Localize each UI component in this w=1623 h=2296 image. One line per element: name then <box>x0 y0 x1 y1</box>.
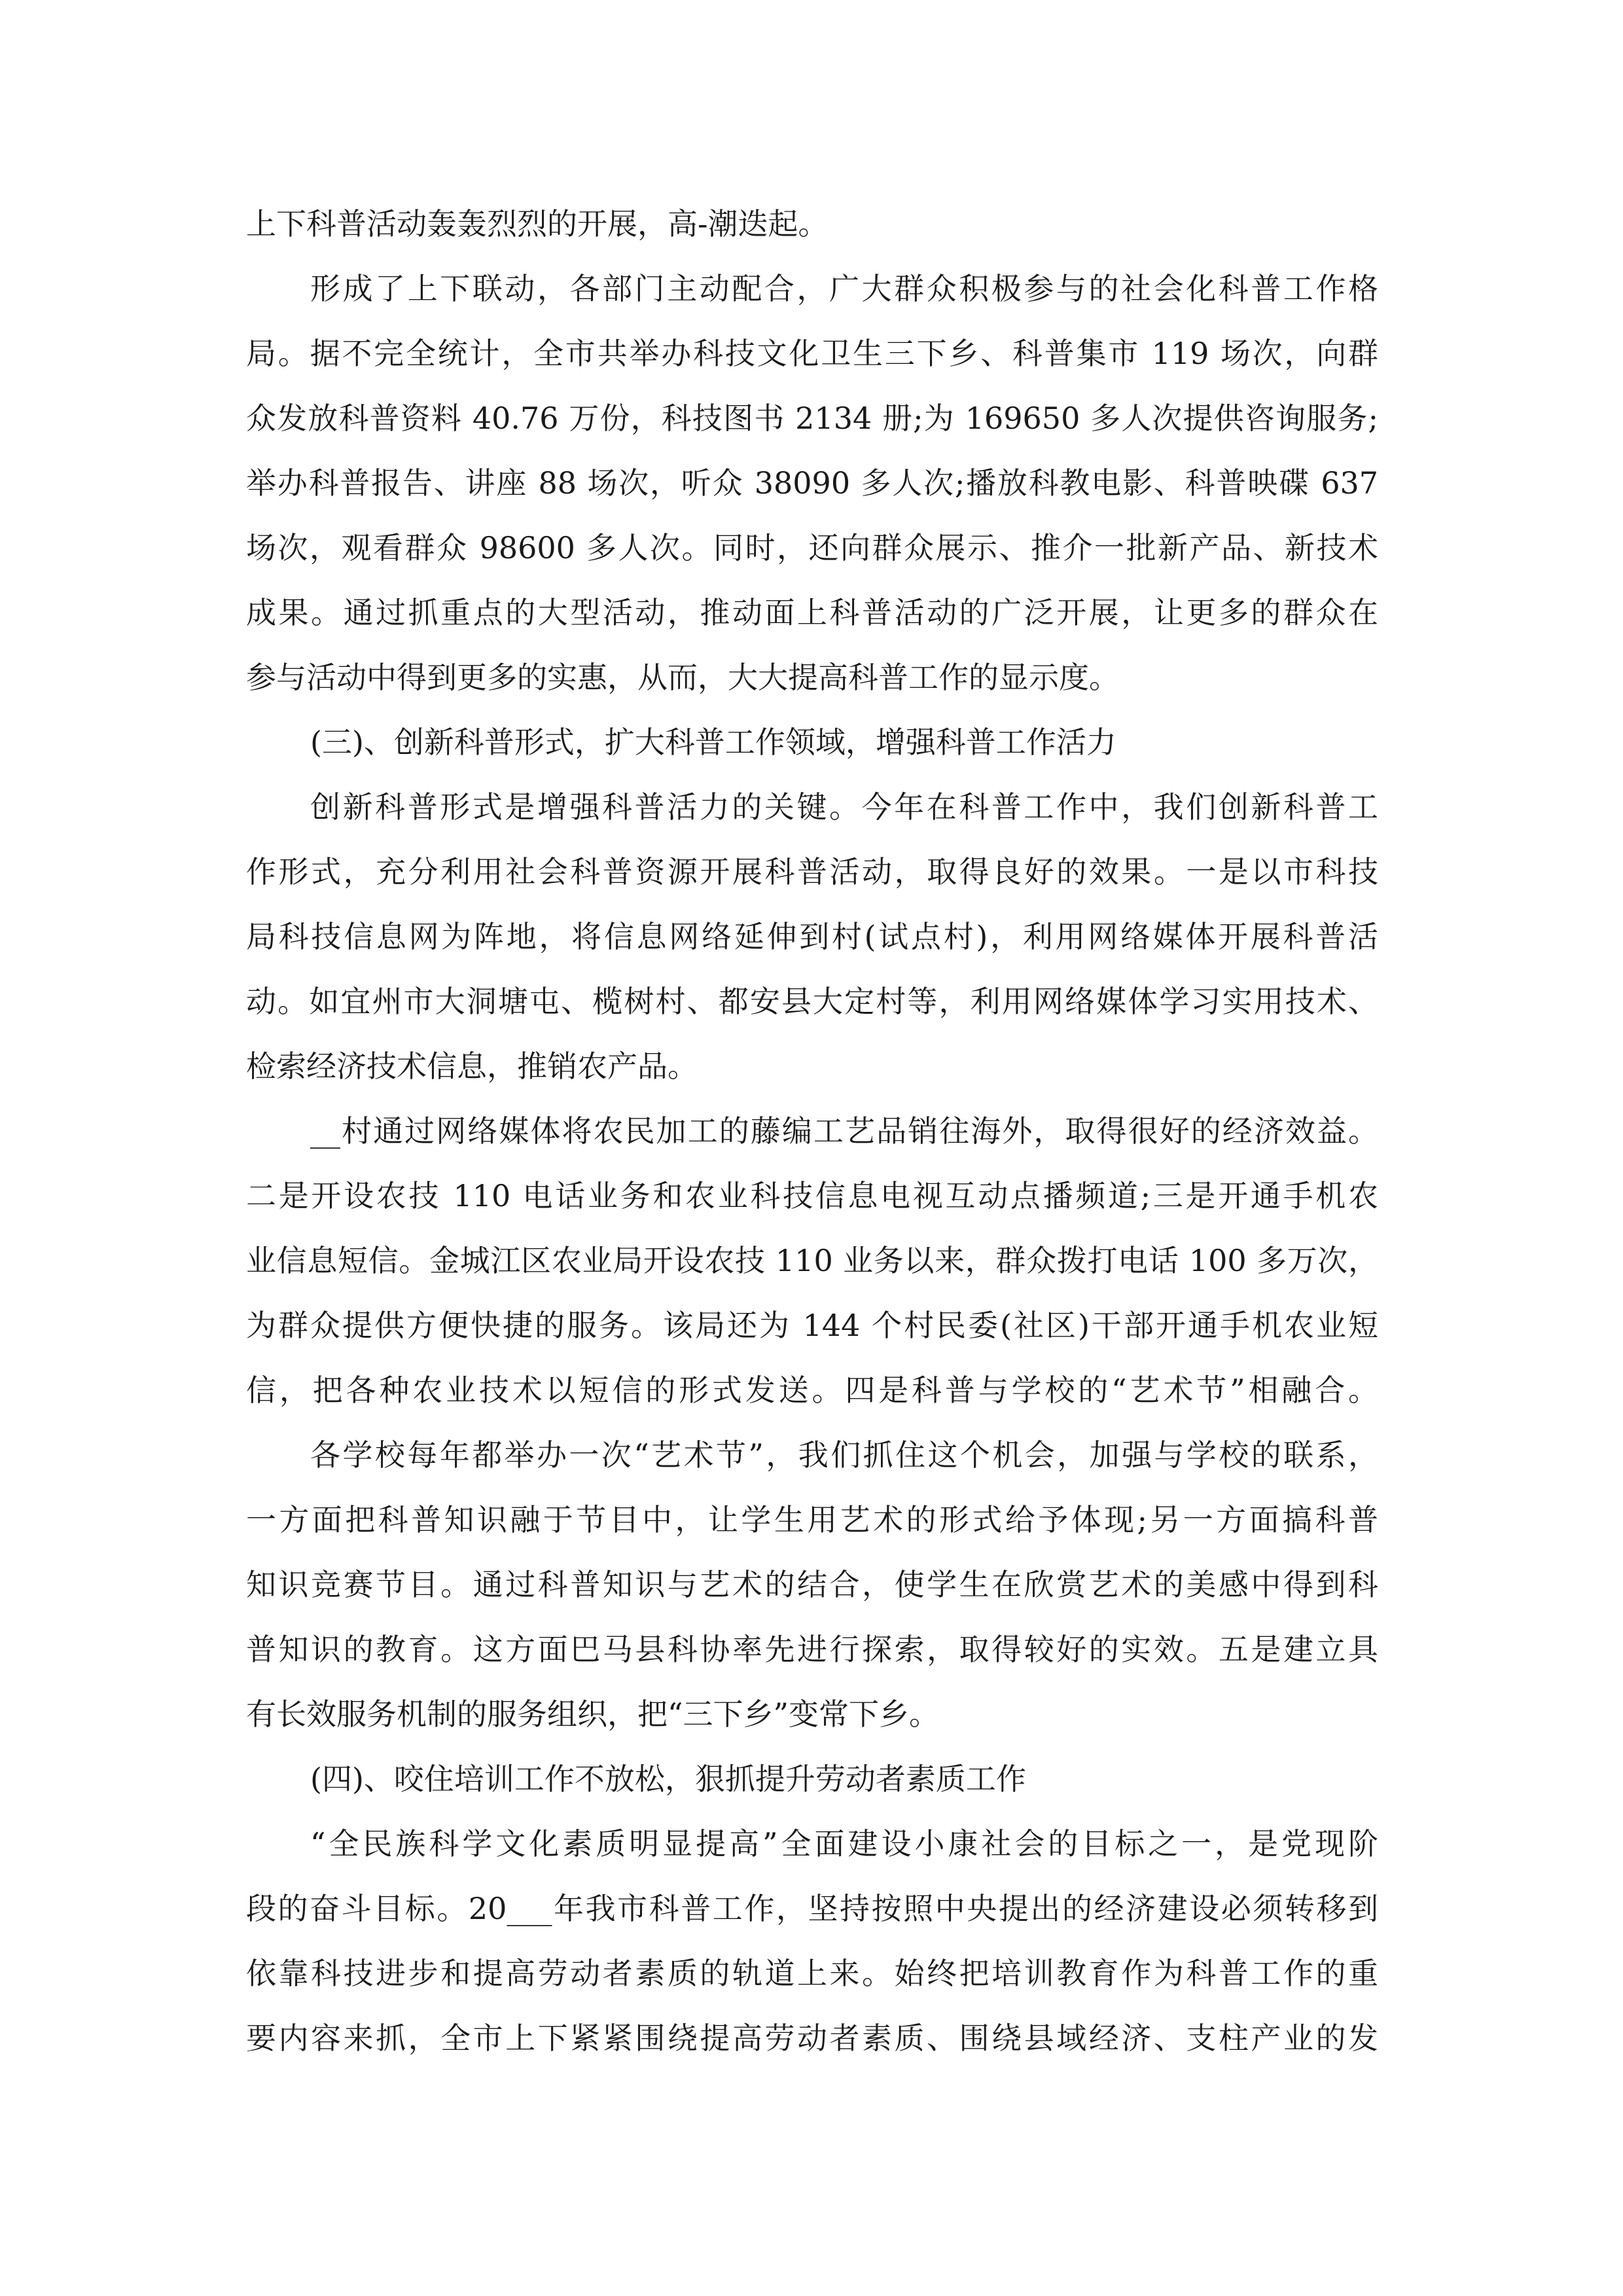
text-line: 知识竞赛节目。通过科普知识与艺术的结合，使学生在欣赏艺术的美感中得到科 <box>246 1567 1378 1602</box>
text-line: 段的奋斗目标。20___年我市科普工作，坚持按照中央提出的经济建设必须转移到 <box>246 1891 1378 1926</box>
text-line: 动。如宜州市大洞塘屯、榄树村、都安县大定村等，利用网络媒体学习实用技术、 <box>246 984 1378 1019</box>
text-line: (四)、咬住培训工作不放松，狠抓提升劳动者素质工作 <box>310 1761 1026 1797</box>
body-text <box>246 192 1378 2071</box>
text-line: 为群众提供方便快捷的服务。该局还为 144 个村民委(社区)干部开通手机农业短 <box>246 1308 1378 1343</box>
text-line: 有长效服务机制的服务组织，把“三下乡”变常下乡。 <box>246 1696 940 1732</box>
text-line: 要内容来抓，全市上下紧紧围绕提高劳动者素质、围绕县域经济、支柱产业的发 <box>246 2020 1378 2056</box>
text-line: “全民族科学文化素质明显提高”全面建设小康社会的目标之一，是党现阶 <box>310 1826 1378 1861</box>
text-line: 场次，观看群众 98600 多人次。同时，还向群众展示、推介一批新产品、新技术 <box>246 530 1378 565</box>
text-line: 局。据不完全统计，全市共举办科技文化卫生三下乡、科普集市 119 场次，向群 <box>246 336 1378 371</box>
text-line: 众发放科普资料 40.76 万份，科技图书 2134 册;为 169650 多人次提供咨询服务; <box>246 401 1378 436</box>
text-line: (三)、创新科普形式，扩大科普工作领域，增强科普工作活力 <box>310 725 1116 760</box>
text-line: 一方面把科普知识融于节目中，让学生用艺术的形式给予体现;另一方面搞科普 <box>246 1502 1378 1537</box>
text-line: 各学校每年都举办一次“艺术节”，我们抓住这个机会，加强与学校的联系， <box>310 1437 1378 1473</box>
text-line: 参与活动中得到更多的实惠，从而，大大提高科普工作的显示度。 <box>246 660 1119 695</box>
text-line: 普知识的教育。这方面巴马县科协率先进行探索，取得较好的实效。五是建立具 <box>246 1632 1378 1667</box>
text-line: __村通过网络媒体将农民加工的藤编工艺品销往海外，取得很好的经济效益。 <box>310 1113 1378 1149</box>
text-line: 形成了上下联动，各部门主动配合，广大群众积极参与的社会化科普工作格 <box>310 271 1378 306</box>
text-line: 业信息短信。金城江区农业局开设农技 110 业务以来，群众拨打电话 100 多万次， <box>246 1243 1378 1278</box>
text-line: 检索经济技术信息，推销农产品。 <box>246 1049 698 1084</box>
text-line: 二是开设农技 110 电话业务和农业科技信息电视互动点播频道;三是开通手机农 <box>246 1178 1378 1213</box>
text-line: 依靠科技进步和提高劳动者素质的轨道上来。始终把培训教育作为科普工作的重 <box>246 1956 1378 1991</box>
text-line: 创新科普形式是增强科普活力的关键。今年在科普工作中，我们创新科普工 <box>310 789 1378 825</box>
text-line: 成果。通过抓重点的大型活动，推动面上科普活动的广泛开展，让更多的群众在 <box>246 595 1378 630</box>
text-line: 局科技信息网为阵地，将信息网络延伸到村(试点村)，利用网络媒体开展科普活 <box>246 919 1378 954</box>
text-line: 举办科普报告、讲座 88 场次，听众 38090 多人次;播放科教电影、科普映碟 637 <box>246 465 1378 501</box>
text-line: 作形式，充分利用社会科普资源开展科普活动，取得良好的效果。一是以市科技 <box>246 854 1378 889</box>
text-line: 上下科普活动轰轰烈烈的开展，高-潮迭起。 <box>246 206 829 242</box>
text-line: 信，把各种农业技术以短信的形式发送。四是科普与学校的“艺术节”相融合。 <box>246 1372 1378 1408</box>
